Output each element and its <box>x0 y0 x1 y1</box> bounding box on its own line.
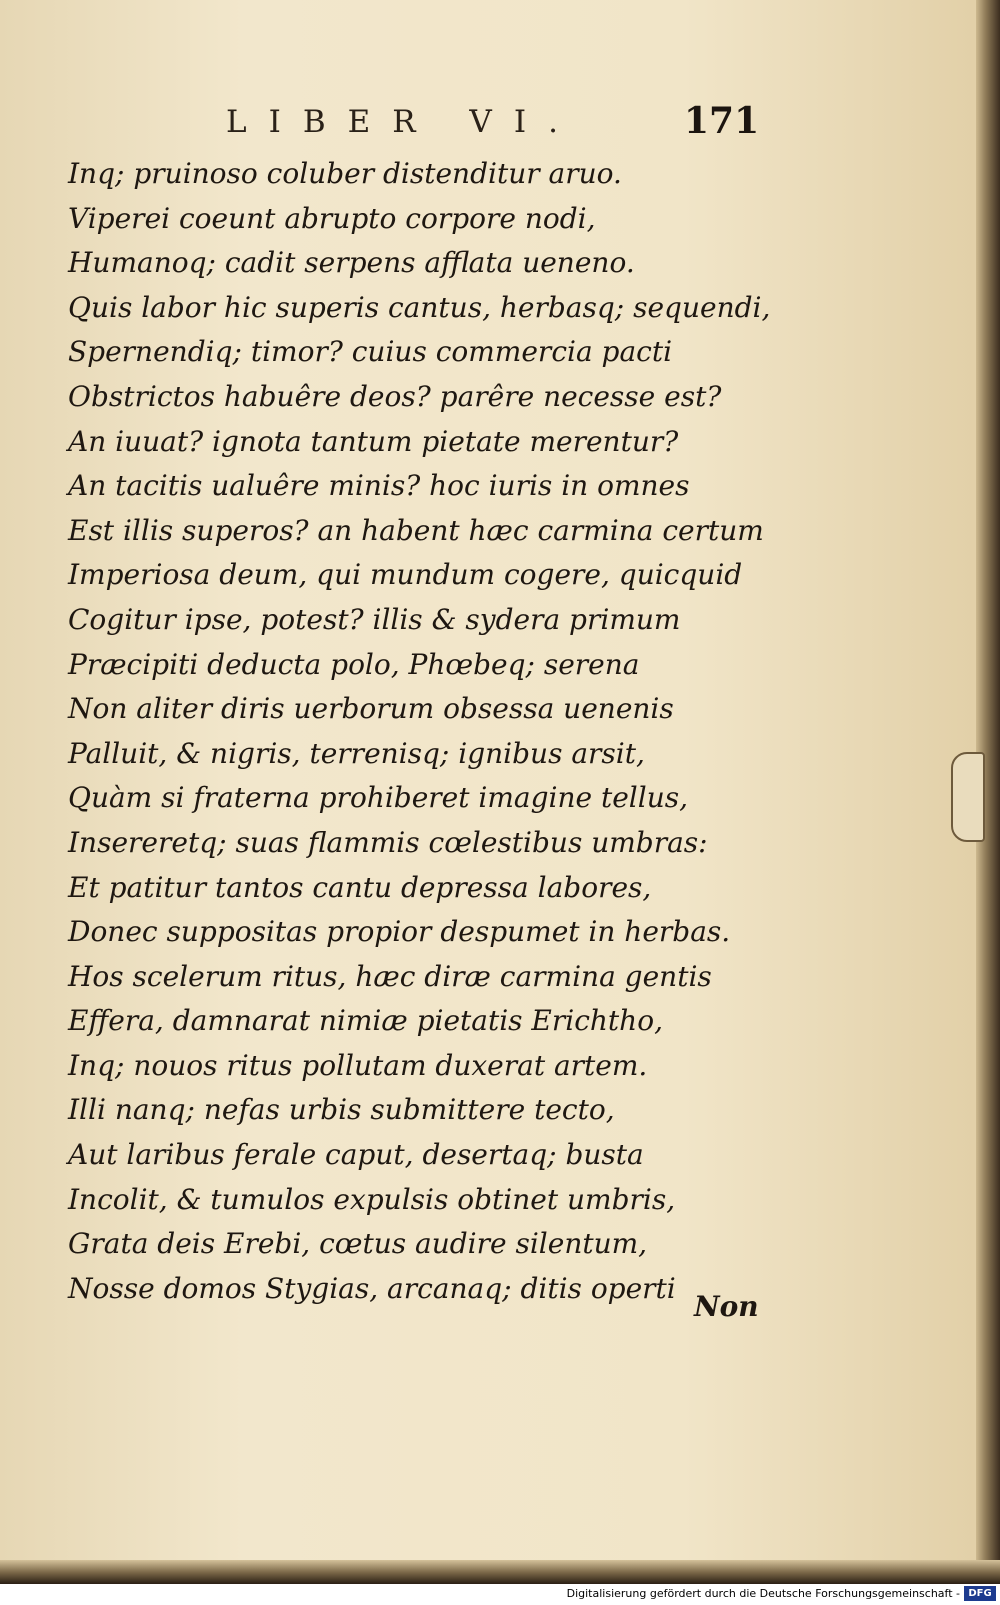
verse-line: Obstrictos habuêre deos? parêre necesse est? <box>68 379 722 413</box>
page-number: 171 <box>684 100 760 142</box>
verse-line: An tacitis ualuêre minis? hoc iuris in omnes <box>68 469 690 503</box>
digitization-credit: Digitalisierung gefördert durch die Deutsche Forschungsgemeinschaft - <box>566 1587 960 1600</box>
verse-line: Aut laribus ferale caput, desertaq; busta <box>68 1138 644 1172</box>
verse-line: An iuuat? ignota tantum pietate merentur? <box>68 424 679 458</box>
running-title: LIBER VI. <box>226 104 580 140</box>
verse-line: Et patitur tantos cantu depressa labores, <box>68 870 652 904</box>
verse-line: Grata deis Erebi, cœtus audire silentum, <box>68 1227 648 1261</box>
dfg-logo: DFG <box>964 1586 996 1601</box>
verse-line: Nosse domos Stygias, arcanaq; ditis operti <box>68 1271 676 1305</box>
verse-line: Quàm si fraterna prohiberet imagine tellus, <box>68 781 689 815</box>
verse-line: Donec suppositas propior despumet in herbas. <box>68 915 731 949</box>
verse-line: Inq; nouos ritus pollutam duxerat artem. <box>68 1048 648 1082</box>
verse-line: Præcipiti deducta polo, Phœbeq; serena <box>68 647 640 681</box>
verse-line: Est illis superos? an habent hæc carmina certum <box>68 513 764 547</box>
verse-line: Palluit, & nigris, terrenisq; ignibus arsit, <box>68 736 645 770</box>
page-stack-edge-bottom <box>0 1560 1000 1584</box>
verse-line: Non aliter diris uerborum obsessa uenenis <box>68 692 674 726</box>
verse-line: Hos scelerum ritus, hæc diræ carmina gentis <box>68 959 712 993</box>
verse-line: Quis labor hic superis cantus, herbasq; sequendi, <box>68 290 771 324</box>
clasp-icon <box>951 752 985 842</box>
verse-line: Cogitur ipse, potest? illis & sydera primum <box>68 602 681 636</box>
verse-line: Illi nanq; nefas urbis submittere tecto, <box>68 1093 615 1127</box>
verse-line: Effera, damnarat nimiæ pietatis Erichtho, <box>68 1004 663 1038</box>
verse-line: Insereretq; suas flammis cœlestibus umbras: <box>68 825 708 859</box>
catchword: Non <box>694 1290 759 1323</box>
verse-line: Humanoq; cadit serpens afflata ueneno. <box>68 246 635 280</box>
verse-line: Spernendiq; timor? cuius commercia pacti <box>68 335 673 369</box>
verse-line: Incolit, & tumulos expulsis obtinet umbris, <box>68 1182 676 1216</box>
verse-line: Viperei coeunt abrupto corpore nodi, <box>68 201 596 235</box>
verse-list <box>68 152 771 1311</box>
verse-line: Inq; pruinoso coluber distenditur aruo. <box>68 157 622 190</box>
verse-line: Imperiosa deum, qui mundum cogere, quicquid <box>68 558 743 592</box>
